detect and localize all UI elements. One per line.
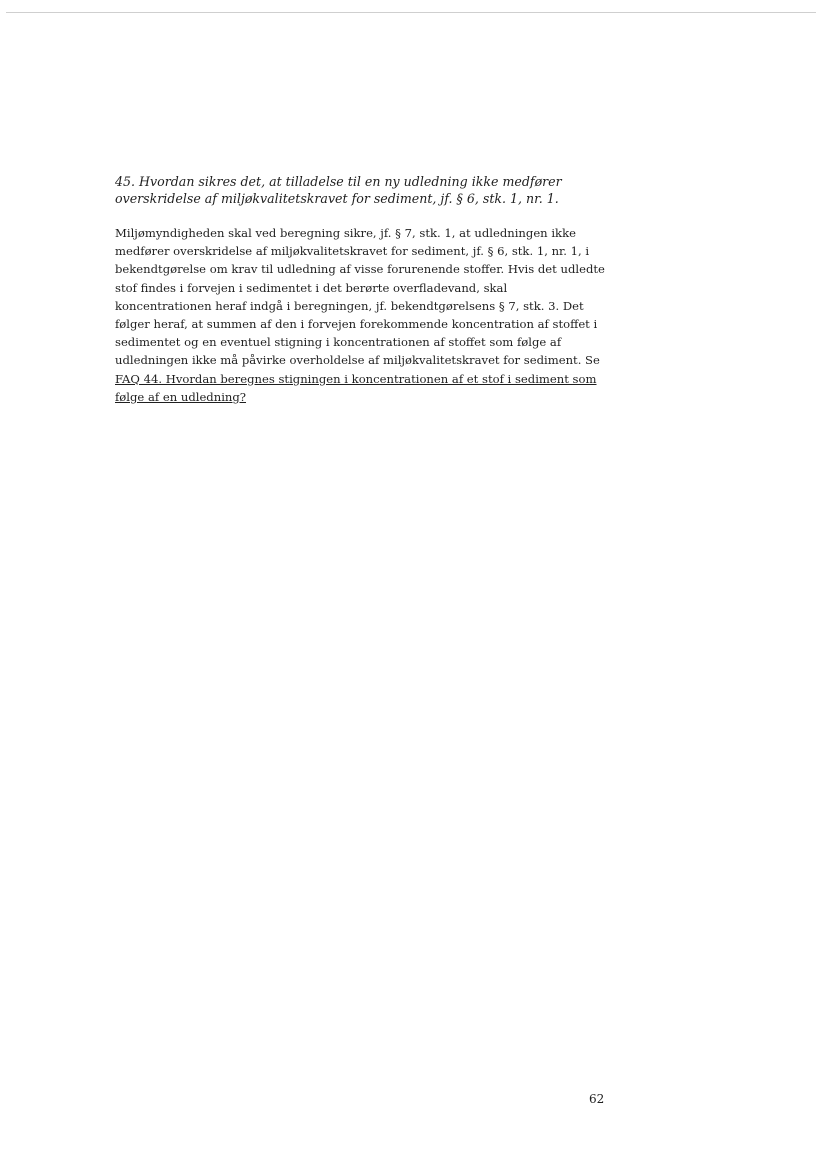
answer-body-text: Miljømyndigheden skal ved beregning sikre, jf. § 7, stk. 1, at udledningen ikke medfører overskridelse af miljøkvalitetskravet for sediment, jf. § 6, stk. 1, nr. 1, i bekendtgørelse om krav til udledning af visse forurenende stoffer. Hvis det udledte stof findes i forvejen i sedimentet i det berørte overfladevand, skal koncentrationen heraf indgå i beregningen, jf. bekendtgørelsens § 7, stk. 3. Det følger heraf, at summen af den i forvejen forekommende koncentration af stoffet i sedimentet og en eventuel stigning i koncentrationen af stoffet som følge af udledningen ikke må påvirke overholdelse af miljøkvalitetskravet for sediment. Se bbox=[115, 226, 605, 368]
faq-answer-paragraph bbox=[115, 224, 605, 406]
question-number: 45. bbox=[115, 174, 136, 189]
page-top-rule bbox=[6, 12, 816, 13]
question-title: Hvordan sikres det, at tilladelse til en ny udledning ikke medfører overskridelse af miljøkvalitetskravet for sediment, jf. § 6, stk. 1, nr. 1. bbox=[115, 174, 562, 206]
page-number: 62 bbox=[589, 1092, 605, 1106]
faq-44-link[interactable]: FAQ 44. Hvordan beregnes stigningen i koncentrationen af et stof i sediment som følge af en udledning? bbox=[115, 371, 597, 404]
faq-question-heading bbox=[115, 174, 585, 207]
